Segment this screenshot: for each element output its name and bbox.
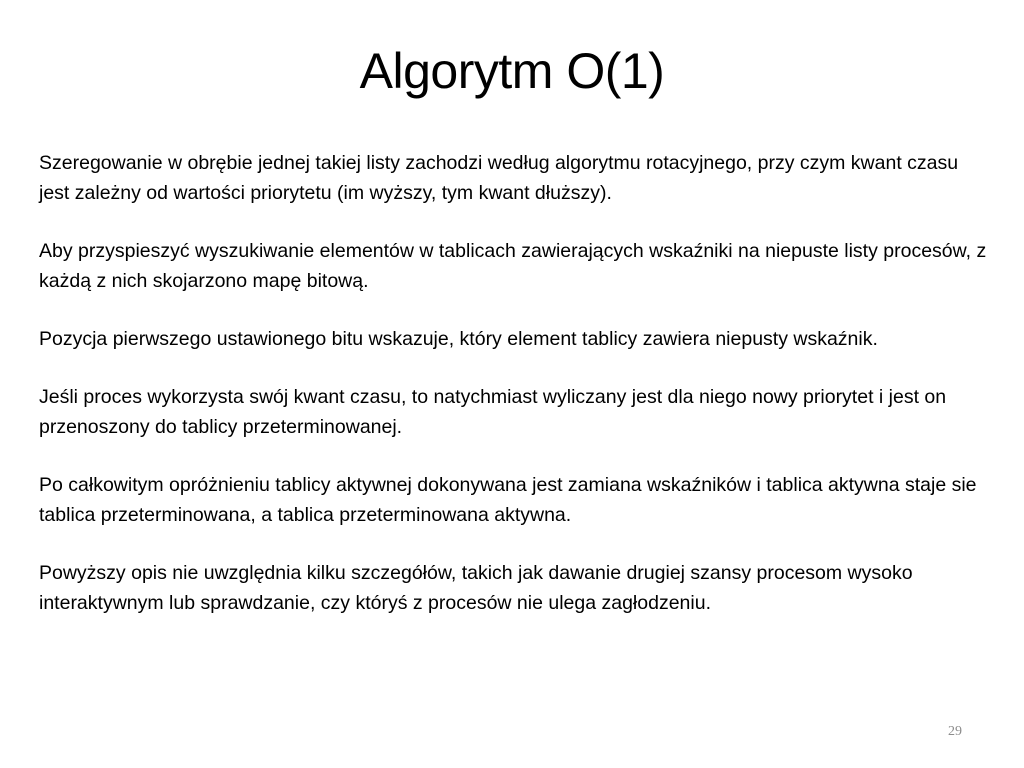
- paragraph: Szeregowanie w obrębie jednej takiej listy zachodzi według algorytmu rotacyjnego, przy czym kwant czasu jest zależny od wartości priorytetu (im wyższy, tym kwant dłuższy).: [39, 152, 959, 204]
- slide-title: Algorytm O(1): [359, 43, 665, 99]
- paragraph: Po całkowitym opróżnieniu tablicy aktywnej dokonywana jest zamiana wskaźników i tablica aktywna staje sie tablica przeterminowana, a tablica przeterminowana aktywna.: [39, 474, 977, 526]
- paragraph: Powyższy opis nie uwzględnia kilku szczegółów, takich jak dawanie drugiej szansy procesom wysoko interaktywnym lub sprawdzanie, czy któryś z procesów nie ulega zagłodzeniu.: [39, 562, 913, 614]
- paragraph: Pozycja pierwszego ustawionego bitu wskazuje, który element tablicy zawiera niepusty wskaźnik.: [39, 328, 878, 350]
- slide-number: 29: [948, 724, 962, 739]
- slide-body: [39, 148, 989, 646]
- paragraph: Aby przyspieszyć wyszukiwanie elementów w tablicach zawierających wskaźniki na niepuste listy procesów, z każdą z nich skojarzono mapę bitową.: [39, 240, 987, 292]
- paragraph: Jeśli proces wykorzysta swój kwant czasu, to natychmiast wyliczany jest dla niego nowy priorytet i jest on przenoszony do tablicy przeterminowanej.: [39, 386, 947, 438]
